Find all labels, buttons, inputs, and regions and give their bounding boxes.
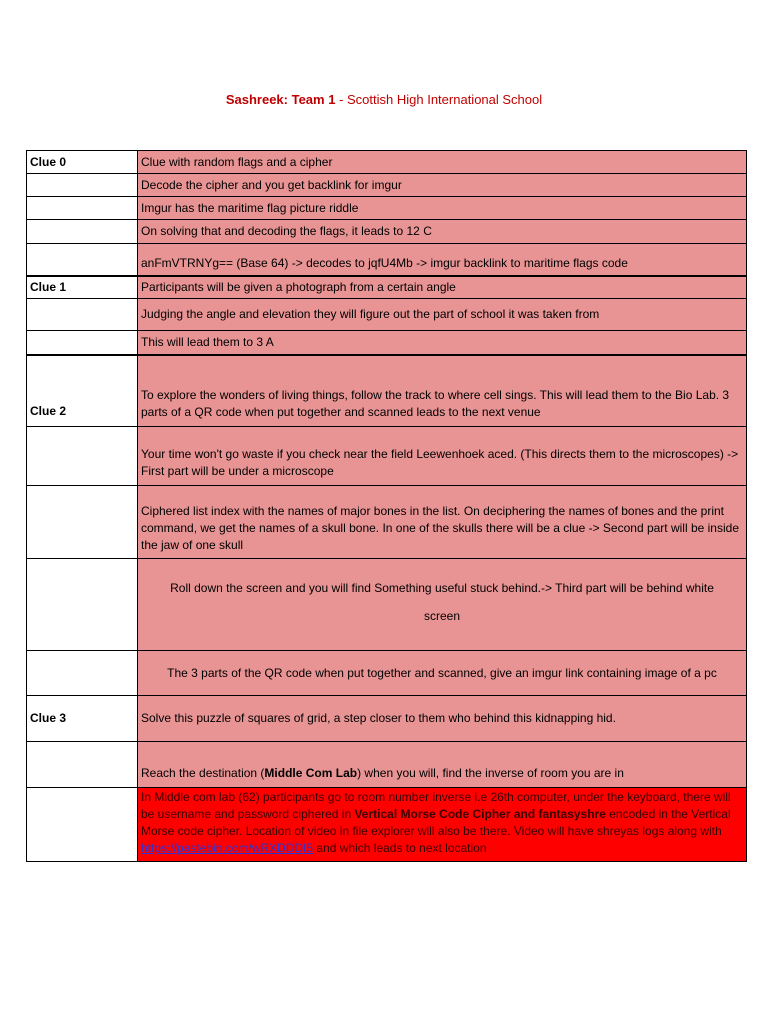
clue-cell[interactable]: Judging the angle and elevation they will figure out the part of school it was taken from — [138, 299, 747, 331]
table-row — [27, 299, 747, 331]
destination-name: Middle Com Lab — [264, 766, 358, 780]
table-row — [27, 651, 747, 696]
clue-cell[interactable]: Participants will be given a photograph from a certain angle — [138, 276, 747, 299]
clue-cell[interactable]: On solving that and decoding the flags, it leads to 12 C — [138, 220, 747, 244]
clue-cell[interactable]: This will lead them to 3 A — [138, 331, 747, 355]
team-name: Sashreek: Team 1 — [225, 92, 336, 107]
school-name: Scottish High International School — [347, 92, 543, 107]
cipher-name: Vertical Morse Code Cipher and fantasyshre — [354, 807, 606, 821]
table-row — [27, 174, 747, 197]
clue-text-part-1: In Middle com lab (62) participants go to room number inverse i.e 26th computer, under the keyboard, there will be username and password ciphered in — [141, 790, 731, 821]
clue-cell[interactable] — [138, 742, 747, 788]
clue-label — [27, 559, 138, 651]
clue-text-part-3: and which leads to next location — [313, 841, 487, 855]
clue-cell[interactable]: To explore the wonders of living things, follow the track to where cell sings. This will lead them to the Bio Lab. 3 parts of a QR code when put together and scanned leads to the next venue — [138, 355, 747, 427]
clue-label — [27, 197, 138, 220]
clue-cell[interactable]: Your time won't go waste if you check near the field Leewenhoek aced. (This directs them to the microscopes) -> First part will be under a microscope — [138, 427, 747, 486]
clue-label — [27, 299, 138, 331]
table-row — [27, 486, 747, 559]
clue-cell[interactable]: Ciphered list index with the names of major bones in the list. On deciphering the names of bones and the print command, we get the names of a skull bone. In one of the skulls there will be a clue -> Second part will be inside the jaw of one skull — [138, 486, 747, 559]
table-row — [27, 220, 747, 244]
clue-cell[interactable]: Solve this puzzle of squares of grid, a step closer to them who behind this kidnapping hid. — [138, 696, 747, 742]
clue-text-part-2: encoded in the Vertical Morse code cipher. Location of video in file explorer will also be there. Video will have shreyas logs along with — [141, 807, 731, 838]
clue-label — [27, 651, 138, 696]
highlighted-clue-cell[interactable] — [138, 788, 747, 862]
title-separator: - — [335, 92, 348, 107]
clue-cell[interactable]: The 3 parts of the QR code when put together and scanned, give an imgur link containing image of a pc — [138, 651, 747, 696]
clue-cell[interactable]: Imgur has the maritime flag picture riddle — [138, 197, 747, 220]
clue-label: Clue 3 — [27, 696, 138, 742]
table-row — [27, 427, 747, 486]
clue-cell-text-continued: screen — [423, 609, 461, 623]
clue-label — [27, 788, 138, 862]
clue-cell-text: Roll down the screen and you will find Something useful stuck behind.-> Third part will be behind white — [170, 581, 714, 595]
clue-label — [27, 174, 138, 197]
clue-label — [27, 244, 138, 276]
clue-cell[interactable]: Clue with random flags and a cipher — [138, 151, 747, 174]
table-row — [27, 788, 747, 862]
pastebin-link[interactable]: https://pastebin.com/wRXDDDI5 — [141, 841, 314, 855]
page-title — [0, 92, 768, 107]
table-row — [27, 355, 747, 427]
table-row — [27, 197, 747, 220]
clue-label — [27, 742, 138, 788]
clue-cell[interactable]: anFmVTRNYg== (Base 64) -> decodes to jqfU4Mb -> imgur backlink to maritime flags code — [138, 244, 747, 276]
clue-cell[interactable] — [138, 559, 747, 651]
table-row — [27, 151, 747, 174]
clue-label: Clue 2 — [27, 355, 138, 427]
clue-label — [27, 331, 138, 355]
clue-label — [27, 220, 138, 244]
clue-table — [26, 150, 747, 862]
table-row — [27, 331, 747, 355]
clue-label: Clue 1 — [27, 276, 138, 299]
clue-cell[interactable]: Decode the cipher and you get backlink for imgur — [138, 174, 747, 197]
table-row — [27, 696, 747, 742]
clue-text-after: ) when you will, find the inverse of room you are in — [357, 766, 624, 780]
table-row — [27, 276, 747, 299]
clue-label: Clue 0 — [27, 151, 138, 174]
table-row — [27, 742, 747, 788]
clue-label — [27, 427, 138, 486]
table-row — [27, 244, 747, 276]
clue-text-before: Reach the destination ( — [141, 766, 265, 780]
clue-label — [27, 486, 138, 559]
table-row — [27, 559, 747, 651]
